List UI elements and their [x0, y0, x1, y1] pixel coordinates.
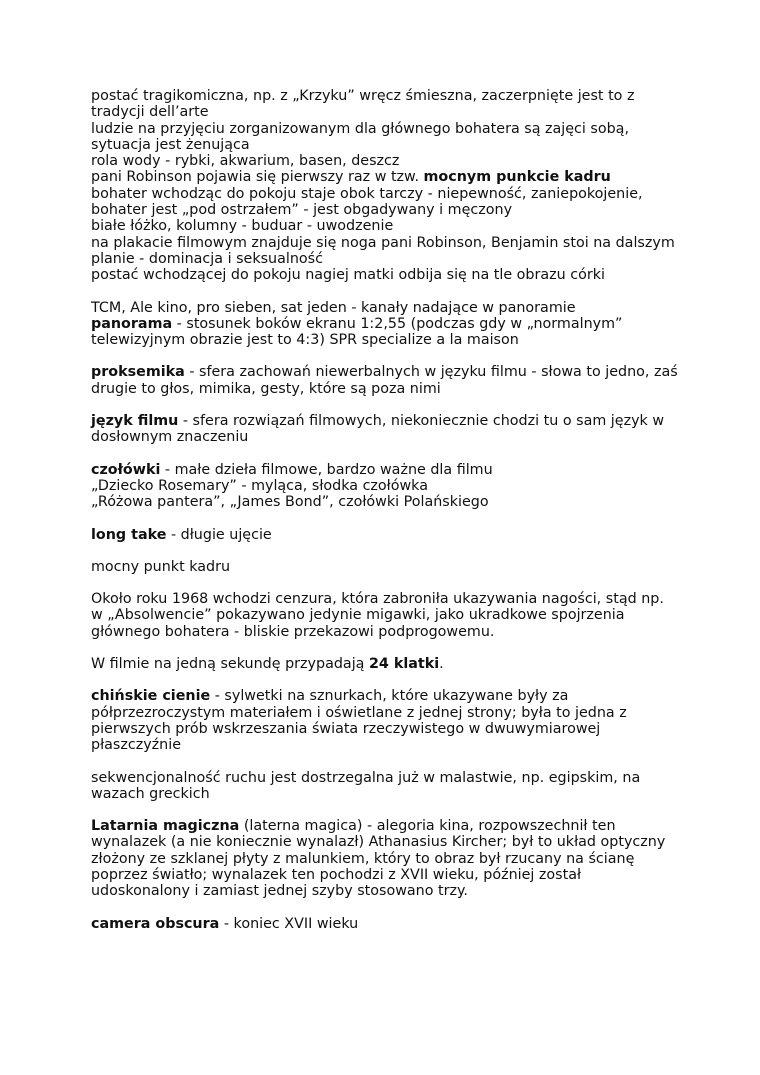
text-segment: . — [439, 656, 444, 673]
text-segment: głównego bohatera - bliskie przekazowi podprogowemu. — [91, 623, 495, 640]
text-line — [91, 591, 700, 607]
paragraph — [91, 688, 700, 753]
paragraph — [91, 770, 700, 803]
text-segment: złożony ze szklanej płyty z malunkiem, który to obraz był rzucany na ścianę — [91, 850, 635, 867]
text-segment: wazach greckich — [91, 785, 210, 802]
text-segment: ludzie na przyjęciu zorganizowanym dla głównego bohatera są zajęci sobą, — [91, 120, 629, 137]
paragraph — [91, 300, 700, 349]
text-line — [91, 705, 700, 721]
text-line — [91, 624, 700, 640]
bold-term: Latarnia magiczna — [91, 818, 240, 835]
text-line — [91, 559, 700, 575]
paragraph — [91, 591, 700, 640]
text-line — [91, 721, 700, 737]
text-segment: poprzez światło; wynalazek ten pochodzi z XVII wieku, później został — [91, 866, 582, 883]
text-segment: w „Absolwencie” pokazywano jedynie migawki, jako ukradkowe spojrzenia — [91, 607, 625, 624]
text-segment: wynalazek (a nie koniecznie wynalazł) Athanasius Kircher; był to układ optyczny — [91, 834, 666, 851]
text-line — [91, 656, 700, 672]
text-segment: „Różowa pantera”, „James Bond”, czołówki Polańskiego — [91, 494, 489, 511]
text-segment: pani Robinson pojawia się pierwszy raz w tzw. — [91, 169, 424, 186]
text-line — [91, 104, 700, 120]
text-line — [91, 851, 700, 867]
text-line — [91, 235, 700, 251]
text-segment: udoskonalony i zamiast jednej szyby stosowano trzy. — [91, 883, 468, 900]
bold-term: long take — [91, 526, 167, 543]
text-segment: TCM, Ale kino, pro sieben, sat jeden - kanały nadające w panoramie — [91, 299, 576, 316]
text-line — [91, 364, 700, 380]
text-segment: tradycji dell’arte — [91, 104, 209, 121]
text-line — [91, 169, 700, 185]
text-line — [91, 137, 700, 153]
text-segment: rola wody - rybki, akwarium, basen, deszcz — [91, 153, 400, 170]
text-line — [91, 770, 700, 786]
text-segment: - koniec XVII wieku — [219, 915, 359, 932]
bold-term: język filmu — [91, 413, 179, 430]
text-segment: drugie to głos, mimika, gesty, które są poza nimi — [91, 380, 441, 397]
text-segment: mocny punkt kadru — [91, 558, 231, 575]
text-segment: (laterna magica) - alegoria kina, rozpowszechnił ten — [239, 818, 616, 835]
text-segment: postać tragikomiczna, np. z „Krzyku” wręcz śmieszna, zaczerpnięte jest to z — [91, 88, 635, 104]
bold-term: camera obscura — [91, 915, 220, 932]
text-line — [91, 786, 700, 802]
text-line — [91, 251, 700, 267]
text-segment: W filmie na jedną sekundę przypadają — [91, 656, 369, 673]
text-line — [91, 607, 700, 623]
paragraph — [91, 88, 700, 284]
text-line — [91, 883, 700, 899]
text-segment: - sfera zachowań niewerbalnych w języku filmu - słowa to jedno, zaś — [184, 364, 678, 381]
text-segment: - sfera rozwiązań filmowych, niekoniecznie chodzi tu o sam język w — [178, 413, 665, 430]
paragraph — [91, 656, 700, 672]
text-segment: płaszczyźnie — [91, 737, 182, 754]
text-segment: „Dziecko Rosemary” - myląca, słodka czołówka — [91, 477, 428, 494]
text-segment: dosłownym znaczeniu — [91, 429, 249, 446]
text-line — [91, 88, 700, 104]
text-line — [91, 462, 700, 478]
text-line — [91, 916, 700, 932]
text-segment: bohater jest „pod ostrzałem” - jest obgadywany i męczony — [91, 202, 513, 219]
paragraph — [91, 527, 700, 543]
text-line — [91, 834, 700, 850]
text-segment: pierwszych prób wskrzeszania świata rzeczywistego w dwuwymiarowej — [91, 720, 601, 737]
text-segment: postać wchodzącej do pokoju nagiej matki odbija się na tle obrazu córki — [91, 267, 605, 284]
bold-term: panorama — [91, 315, 173, 332]
paragraph — [91, 413, 700, 446]
text-line — [91, 818, 700, 834]
bold-term: proksemika — [91, 364, 185, 381]
text-line — [91, 494, 700, 510]
text-segment: białe łóżko, kolumny - buduar - uwodzenie — [91, 218, 394, 235]
text-line — [91, 688, 700, 704]
text-line — [91, 478, 700, 494]
text-segment: półprzezroczystym materiałem i oświetlane z jednej strony; była to jedna z — [91, 704, 627, 721]
paragraph — [91, 462, 700, 511]
text-segment: na plakacie filmowym znajduje się noga pani Robinson, Benjamin stoi na dalszym — [91, 234, 675, 251]
text-line — [91, 300, 700, 316]
text-segment: - długie ujęcie — [166, 526, 272, 543]
text-line — [91, 527, 700, 543]
text-line — [91, 867, 700, 883]
text-line — [91, 218, 700, 234]
paragraph — [91, 364, 700, 397]
text-segment: - sylwetki na sznurkach, które ukazywane były za — [210, 688, 569, 705]
bold-term: chińskie cienie — [91, 688, 211, 705]
text-line — [91, 429, 700, 445]
text-segment: Około roku 1968 wchodzi cenzura, która zabroniła ukazywania nagości, stąd np. — [91, 591, 664, 608]
text-segment: bohater wchodząc do pokoju staje obok tarczy - niepewność, zaniepokojenie, — [91, 185, 643, 202]
text-line — [91, 316, 700, 332]
text-line — [91, 121, 700, 137]
text-line — [91, 737, 700, 753]
paragraph — [91, 559, 700, 575]
text-segment: sekwencjonalność ruchu jest dostrzegalna już w malastwie, np. egipskim, na — [91, 769, 641, 786]
paragraph — [91, 818, 700, 899]
text-line — [91, 381, 700, 397]
bold-term: czołówki — [91, 461, 161, 478]
text-line — [91, 153, 700, 169]
bold-term: 24 klatki — [368, 656, 440, 673]
text-line — [91, 186, 700, 202]
text-line — [91, 267, 700, 283]
text-segment: sytuacja jest żenująca — [91, 136, 250, 153]
bold-term: mocnym punkcie kadru — [423, 169, 611, 186]
text-segment: planie - dominacja i seksualność — [91, 250, 323, 267]
text-line — [91, 413, 700, 429]
text-segment: - stosunek boków ekranu 1:2,55 (podczas gdy w „normalnym” — [172, 315, 623, 332]
text-segment: telewizyjnym obrazie jest to 4:3) SPR specialize a la maison — [91, 332, 519, 349]
paragraph — [91, 916, 700, 932]
text-line — [91, 332, 700, 348]
text-segment: - małe dzieła filmowe, bardzo ważne dla filmu — [160, 461, 493, 478]
text-line — [91, 202, 700, 218]
